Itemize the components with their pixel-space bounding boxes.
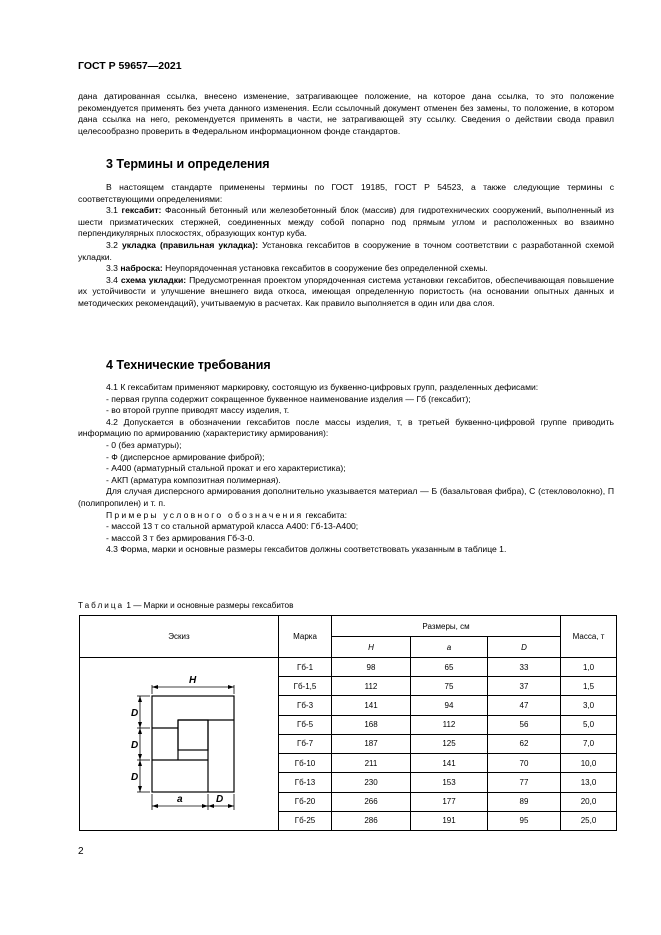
cell-H: 211: [332, 754, 411, 773]
cell-H: 230: [332, 773, 411, 792]
list-item: - во второй группе приводят массу изделия, т.: [106, 405, 290, 416]
cell-H: 112: [332, 677, 411, 696]
section-4-title: 4 Технические требования: [106, 358, 271, 372]
term-3-3: 3.3 наброска: Неупорядоченная установка гексабитов в сооружение без определенной схемы.: [106, 263, 488, 274]
dispersed-note: Для случая дисперсного армирования дополнительно указывается материал — Б (базальтовая фибра), С (стекловолокно), П (полипропилен) и т. п.: [78, 486, 614, 508]
cell-H: 98: [332, 658, 411, 677]
cell-mass: 13,0: [561, 773, 617, 792]
cell-a: 153: [411, 773, 488, 792]
clause-4-3: 4.3 Форма, марки и основные размеры гексабитов должны соответствовать указанным в таблице 1.: [106, 544, 507, 555]
cell-mark: Гб-13: [279, 773, 332, 792]
cell-mark: Гб-25: [279, 811, 332, 830]
label-D: D: [216, 794, 224, 805]
term-3-1: 3.1 гексабит: Фасонный бетонный или железобетонный блок (массив) для гидротехнических сооружений, выполненный из шести призматических стержней, соединенных между собой попарно под прямым углом и расположенных во взаимно перпендикулярных плоскостях, образующих контур куба.: [78, 205, 615, 239]
header-mass: Масса, т: [561, 616, 617, 658]
header-sketch: Эскиз: [80, 616, 279, 658]
header-D: D: [488, 637, 561, 658]
cell-mark: Гб-7: [279, 734, 332, 753]
table-caption: Таблица 1 — Марки и основные размеры гексабитов: [78, 601, 294, 610]
list-item: - 0 (без арматуры);: [106, 439, 182, 450]
cell-H: 187: [332, 734, 411, 753]
cell-mark: Гб-1: [279, 658, 332, 677]
cell-mark: Гб-10: [279, 754, 332, 773]
cell-a: 125: [411, 734, 488, 753]
cell-a: 191: [411, 811, 488, 830]
inner-square: [178, 720, 208, 750]
cell-mark: Гб-1,5: [279, 677, 332, 696]
header-mark: Марка: [279, 616, 332, 658]
examples-heading: Примеры условного обозначения гексабита:: [106, 509, 348, 520]
sketch-cell: [80, 658, 279, 831]
s3-intro: В настоящем стандарте применены термины по ГОСТ 19185, ГОСТ Р 54523, а также следующие термины с соответствующими определениями:: [78, 182, 614, 204]
hexabit-table: [79, 615, 617, 831]
intro-paragraph: дана датированная ссылка, внесено изменение, затрагивающее положение, на которое дана ссылка, то это положение рекомендуется применять без учета данного изменения. Если ссылочный документ отменен без замены, то положение, в котором дана ссылка на него, рекомендуется применять в части, не затрагивающей эту ссылку. Сведения о действии свода правил целесообразно проверить в Федеральном информационном фонде стандартов.: [78, 91, 614, 136]
header-H: H: [332, 637, 411, 658]
section-3-title: 3 Термины и определения: [106, 157, 270, 171]
cell-D: 70: [488, 754, 561, 773]
cell-a: 94: [411, 696, 488, 715]
cell-D: 47: [488, 696, 561, 715]
cell-mass: 1,0: [561, 658, 617, 677]
header-a: a: [411, 637, 488, 658]
cell-D: 95: [488, 811, 561, 830]
cell-mark: Гб-3: [279, 696, 332, 715]
cell-D: 56: [488, 715, 561, 734]
term-3-2: 3.2 укладка (правильная укладка): Установка гексабитов в сооружение в точном соответствии с разработанной схемой укладки.: [78, 239, 614, 262]
label-D: D: [131, 740, 139, 751]
list-item: - А400 (арматурный стальной прокат и его характеристика);: [106, 463, 346, 474]
outer-square: [152, 696, 234, 792]
clause-4-2: 4.2 Допускается в обозначении гексабитов после массы изделия, т, в третьей буквенно-цифровой группе приводить информацию по армированию (характеристику армирования):: [78, 416, 614, 439]
header-dimensions: Размеры, см: [332, 616, 561, 637]
label-D: D: [131, 772, 139, 783]
section-3-body: [78, 182, 614, 310]
document-header: ГОСТ Р 59657—2021: [78, 60, 182, 72]
cell-D: 89: [488, 792, 561, 811]
cell-D: 37: [488, 677, 561, 696]
page-number: 2: [78, 846, 84, 857]
cell-H: 141: [332, 696, 411, 715]
clause-4-1: 4.1 К гексабитам применяют маркировку, состоящую из буквенно-цифровых групп, разделенных дефисами:: [106, 382, 539, 392]
list-item: - Ф (дисперсное армирование фиброй);: [106, 451, 265, 462]
cell-mark: Гб-5: [279, 715, 332, 734]
label-D: D: [131, 708, 139, 719]
cell-mass: 10,0: [561, 754, 617, 773]
cell-mass: 7,0: [561, 734, 617, 753]
cell-D: 77: [488, 773, 561, 792]
list-item: - АКП (арматура композитная полимерная).: [106, 474, 281, 485]
cell-mass: 1,5: [561, 677, 617, 696]
cell-mass: 20,0: [561, 792, 617, 811]
cell-a: 141: [411, 754, 488, 773]
cell-H: 168: [332, 715, 411, 734]
label-H: H: [189, 675, 197, 686]
cell-mass: 5,0: [561, 715, 617, 734]
cell-H: 266: [332, 792, 411, 811]
term-3-4: 3.4 схема укладки: Предусмотренная проектом упорядоченная система установки гексабитов, обеспечивающая повышение их устойчивости и улучшение внешнего вида откоса, имеющая определенную пористость (на основании опытных данных и методических рекомендаций), учитываемую в расчетах. Как правило выполняется в один или два слоя.: [78, 274, 614, 308]
label-a: a: [177, 794, 183, 805]
cell-a: 112: [411, 715, 488, 734]
list-item: - массой 3 т без армирования Гб-3-0.: [106, 532, 255, 543]
cell-D: 33: [488, 658, 561, 677]
list-item: - первая группа содержит сокращенное буквенное наименование изделия — Гб (гексабит);: [106, 393, 471, 404]
cell-a: 65: [411, 658, 488, 677]
cell-D: 62: [488, 734, 561, 753]
cell-H: 286: [332, 811, 411, 830]
cell-mark: Гб-20: [279, 792, 332, 811]
section-4-body: [78, 382, 614, 556]
cell-a: 177: [411, 792, 488, 811]
list-item: - массой 13 т со стальной арматурой класса А400: Гб-13-А400;: [106, 521, 359, 532]
hexabit-sketch: [80, 658, 278, 828]
cell-mass: 3,0: [561, 696, 617, 715]
cell-mass: 25,0: [561, 811, 617, 830]
cell-a: 75: [411, 677, 488, 696]
